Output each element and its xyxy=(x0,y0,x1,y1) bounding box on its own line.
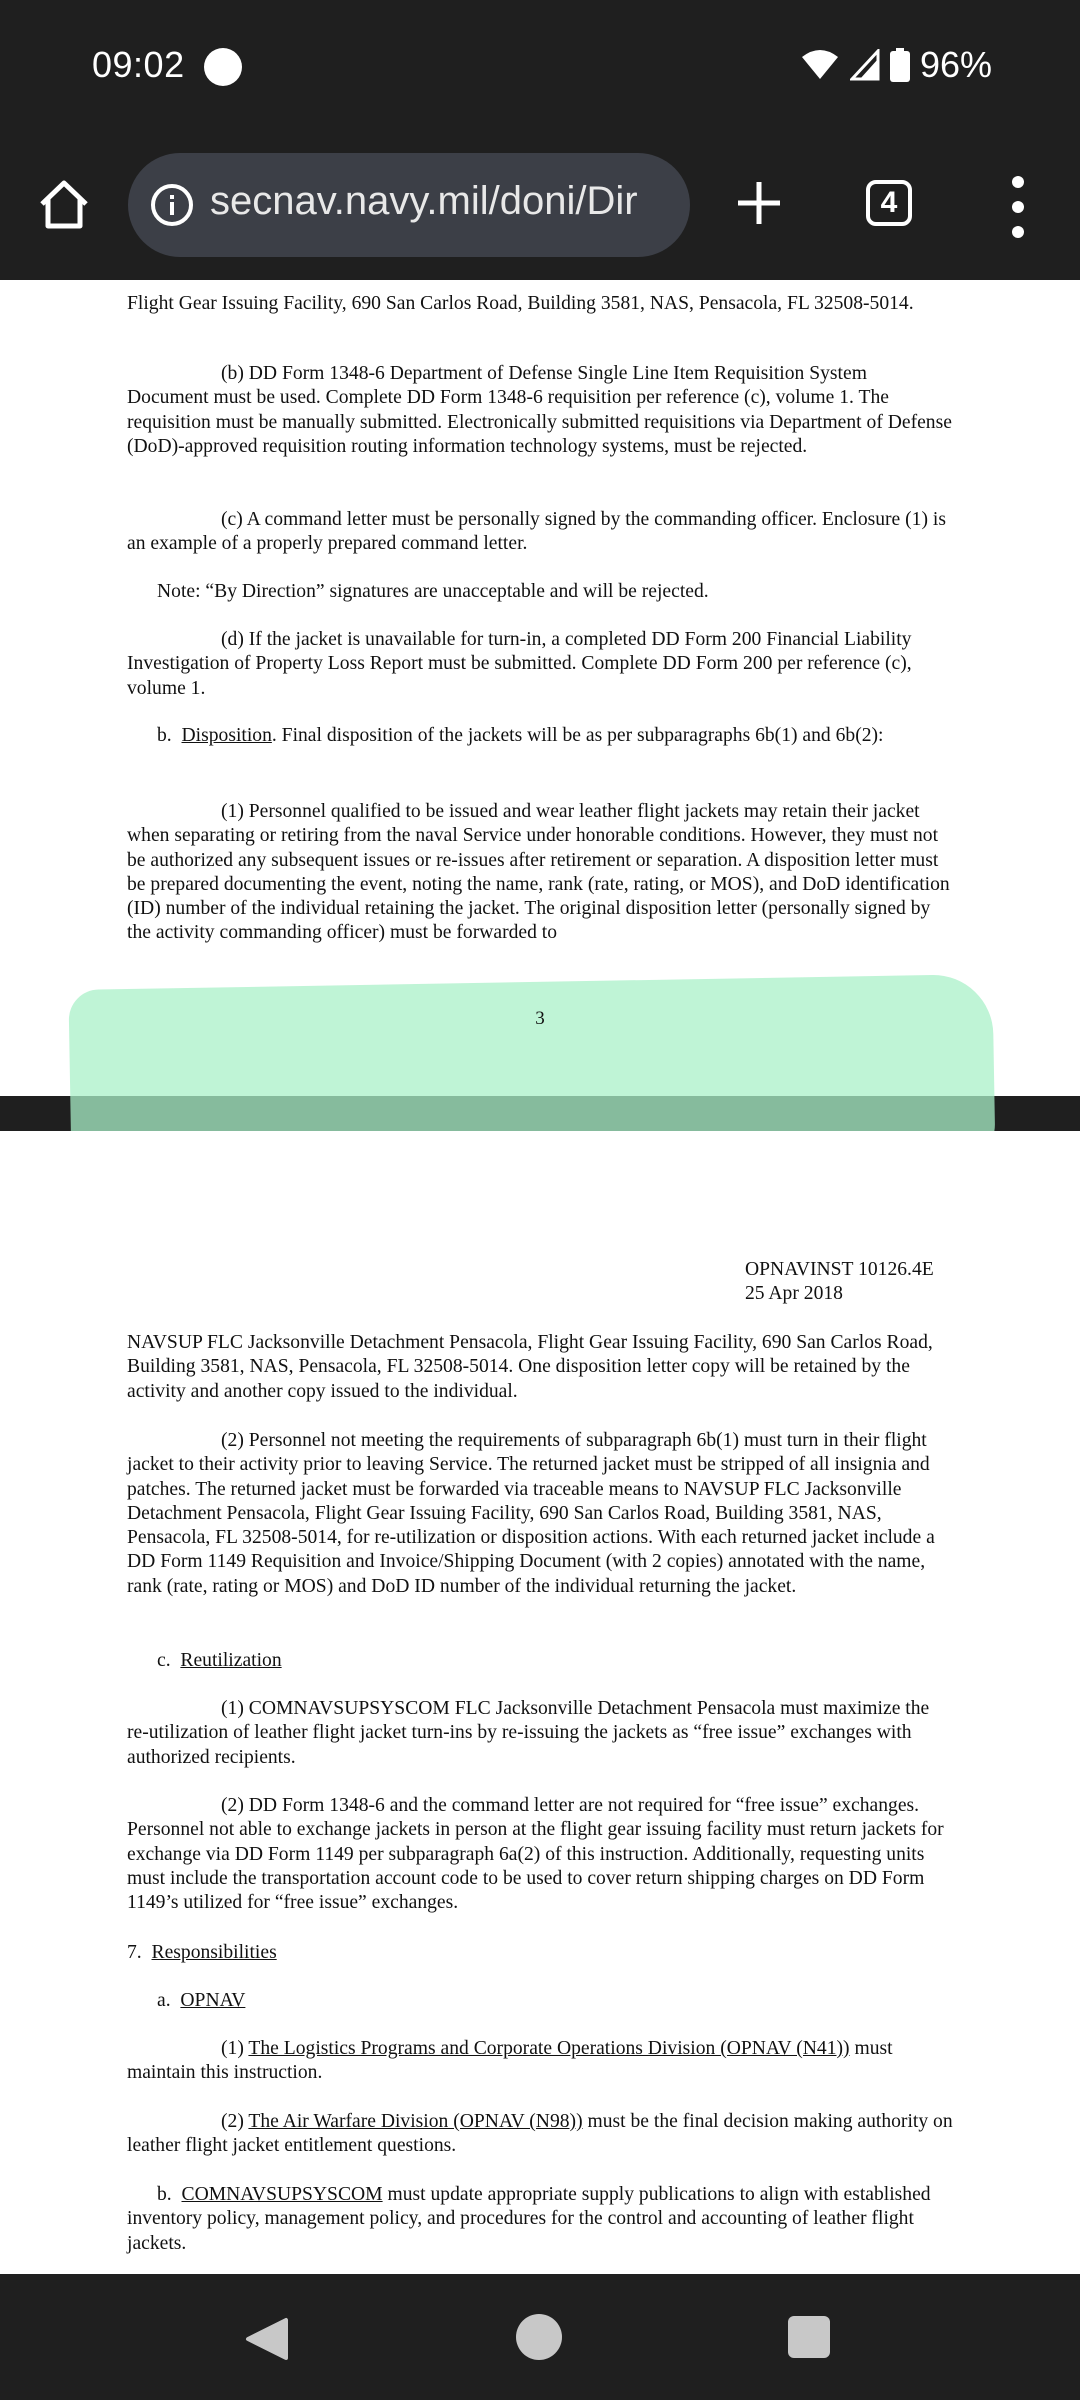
paragraph-7a2-text: must be the final decision making authority on leather flight jacket entitlement questions. xyxy=(127,2111,953,2157)
document-page-3 xyxy=(0,280,1080,1096)
more-menu-icon[interactable] xyxy=(1006,172,1030,242)
paragraph-7a1 xyxy=(127,2037,953,2086)
doc-header-date: 25 Apr 2018 xyxy=(745,1283,843,1304)
paragraph-7a1-text: must maintain this instruction. xyxy=(127,2038,893,2084)
home-button-icon[interactable] xyxy=(516,2314,562,2360)
browser-toolbar xyxy=(0,130,1080,280)
section-label: b. xyxy=(157,2184,172,2205)
battery-percent: 96% xyxy=(919,44,992,85)
org-name-comnavsupsyscom: COMNAVSUPSYSCOM xyxy=(181,2184,383,2205)
section-text: . Final disposition of the jackets will be as per subparagraphs 6b(1) and 6b(2): xyxy=(271,725,884,746)
page-number: 3 xyxy=(535,1008,545,1029)
back-icon[interactable] xyxy=(244,2316,290,2362)
document-page-4 xyxy=(0,1131,1080,2274)
item-number: (2) xyxy=(221,2111,244,2132)
paragraph-6b1-text: (1) Personnel qualified to be issued and wear leather flight jackets may retain their jacket when separating or retiring from the naval Service under honorable conditions. However, they must not be authorized any subsequent issues or re-issues after retirement or separation. A disposition letter must be prepared documenting the event, noting the name, rank (rate, rating, or MOS), and DoD identification (ID) number of the individual retaining the jacket. The original disposition letter (personally signed by the activity commanding officer) must be forwarded to xyxy=(127,801,950,944)
paragraph-7b-text: must update appropriate supply publications to align with established inventory policy, management policy, and procedures for the control and accounting of leather flight jackets. xyxy=(127,2184,931,2254)
section-7a-heading xyxy=(127,1989,953,2013)
paragraph-6a1b xyxy=(127,362,953,459)
cell-signal-icon xyxy=(850,49,880,81)
paragraph-6b2 xyxy=(127,1429,953,1599)
notification-dot-icon xyxy=(204,48,242,86)
paragraph-6c2-text: (2) DD Form 1348-6 and the command letter are not required for “free issue” exchanges. Personnel not able to exchange jackets in person at the flight gear issuing facility must return jackets for exchange via DD Form 1149 per subparagraph 6a(2) of this instruction. Additionally, requesting units must include the transportation account code to be used to cover return shipping charges on DD Form 1149’s utilized for “free issue” exchanges. xyxy=(127,1795,944,1914)
paragraph-6a1d xyxy=(127,628,953,701)
section-title-opnav: OPNAV xyxy=(180,1990,246,2011)
url-text[interactable]: secnav.navy.mil/doni/Dir xyxy=(210,179,638,223)
status-bar xyxy=(0,0,1080,130)
paragraph-7b xyxy=(127,2183,953,2256)
org-name-n98: The Air Warfare Division (OPNAV (N98)) xyxy=(248,2111,583,2132)
home-icon[interactable] xyxy=(36,176,92,232)
note-paragraph xyxy=(127,580,953,604)
paragraph-6a1c-text: (c) A command letter must be personally signed by the commanding officer. Enclosure (1) is an example of a properly prepared command letter. xyxy=(127,509,946,555)
paragraph-6c1-text: (1) COMNAVSUPSYSCOM FLC Jacksonville Detachment Pensacola must maximize the re-utilization of leather flight jacket turn-ins by re-issuing the jackets as “free issue” exchanges with authorized recipients. xyxy=(127,1698,930,1768)
org-name-n41: The Logistics Programs and Corporate Operations Division (OPNAV (N41)) xyxy=(248,2038,850,2059)
url-bar[interactable] xyxy=(128,153,690,257)
section-title-reutilization: Reutilization xyxy=(180,1650,282,1671)
recents-icon[interactable] xyxy=(788,2316,830,2358)
site-info-icon[interactable] xyxy=(142,175,202,235)
battery-icon xyxy=(890,48,910,82)
section-label: a. xyxy=(157,1990,171,2011)
paragraph-6a1d-text: (d) If the jacket is unavailable for turn-in, a completed DD Form 200 Financial Liability Investigation of Property Loss Report must be submitted. Complete DD Form 200 per reference (c), volume 1. xyxy=(127,629,912,699)
section-7-heading xyxy=(127,1941,953,1965)
paragraph-6b2-text: (2) Personnel not meeting the requirements of subparagraph 6b(1) must turn in their flight jacket to their activity prior to leaving Service. The returned jacket must be stripped of all insignia and patches. The returned jacket must be forwarded via traceable means to NAVSUP FLC Jacksonville Detachment Pensacola, Flight Gear Issuing Facility, 690 San Carlos Road, Building 3581, NAS, Pensacola, FL 32508-5014, for re-utilization or disposition actions. With each returned jacket include a DD Form 1149 Requisition and Invoice/Shipping Document (with 2 copies) annotated with the name, rank (rate, rating or MOS) and DoD ID number of the individual returning the jacket. xyxy=(127,1430,935,1597)
paragraph-6a1b-text: (b) DD Form 1348-6 Department of Defense Single Line Item Requisition System Document must be used. Complete DD Form 1348-6 requisition per reference (c), volume 1. The requisition must be manually submitted. Electronically submitted requisitions via Department of Defense (DoD)-approved requisition routing information technology systems, must be rejected. xyxy=(127,363,952,457)
section-label: 7. xyxy=(127,1942,142,1963)
paragraph-7a2 xyxy=(127,2110,953,2159)
paragraph-continued: NAVSUP FLC Jacksonville Detachment Pensacola, Flight Gear Issuing Facility, 690 San Carlos Road, Building 3581, NAS, Pensacola, FL 32508-5014. One disposition letter copy will be retained by the activity and another copy issued to the individual. xyxy=(127,1332,933,1402)
tab-switcher-button[interactable]: 4 xyxy=(866,180,912,226)
paragraph-6c1 xyxy=(127,1697,953,1770)
wifi-icon xyxy=(800,49,840,81)
new-tab-icon[interactable] xyxy=(734,178,784,228)
note-text: Note: “By Direction” signatures are unacceptable and will be rejected. xyxy=(157,581,709,602)
section-label: b. xyxy=(157,725,172,746)
paragraph-6a1c xyxy=(127,508,953,557)
section-label: c. xyxy=(157,1650,171,1671)
section-title-responsibilities: Responsibilities xyxy=(151,1942,277,1963)
section-6c-heading xyxy=(127,1649,953,1673)
paragraph-address-top: Flight Gear Issuing Facility, 690 San Carlos Road, Building 3581, NAS, Pensacola, FL 32508-5014. xyxy=(127,293,914,314)
item-number: (1) xyxy=(221,2038,244,2059)
status-right xyxy=(800,44,992,86)
section-title-disposition: Disposition xyxy=(181,725,272,746)
paragraph-6b1 xyxy=(127,800,953,946)
doc-header-id: OPNAVINST 10126.4E xyxy=(745,1259,934,1280)
paragraph-6c2 xyxy=(127,1794,953,1915)
system-nav-bar xyxy=(0,2274,1080,2400)
status-time: 09:02 xyxy=(92,44,185,85)
paragraph-6b xyxy=(127,724,953,748)
